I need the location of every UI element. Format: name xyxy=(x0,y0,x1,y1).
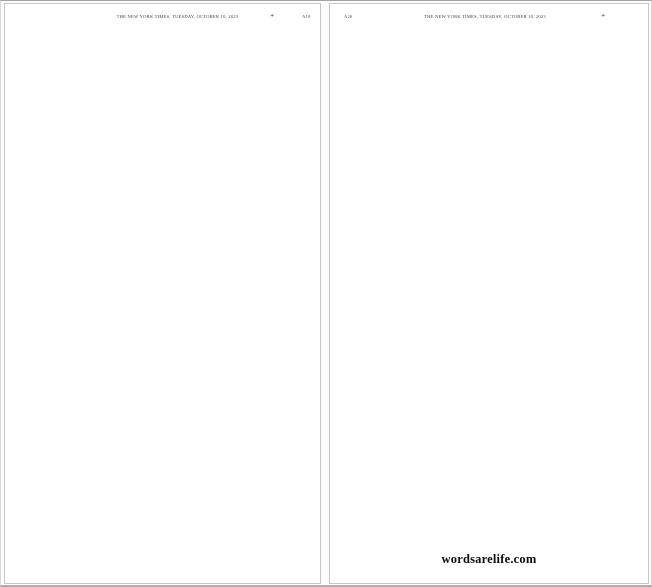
newspaper-page-left xyxy=(4,3,321,584)
left-page-dateline: THE NEW YORK TIMES, TUESDAY, OCTOBER 10, 2023 xyxy=(116,14,239,19)
right-page-folio-number: A20 xyxy=(344,14,353,19)
left-page-folio-number: A19 xyxy=(302,14,311,19)
newspaper-page-right xyxy=(329,3,649,584)
right-page-dateline: THE NEW YORK TIMES, TUESDAY, OCTOBER 10, 2023 xyxy=(424,14,546,19)
right-page-edition-mark-icon: + xyxy=(601,13,606,19)
watermark-site-text: wordsarelife.com xyxy=(441,552,537,566)
left-page-edition-mark-icon: + xyxy=(270,13,275,19)
